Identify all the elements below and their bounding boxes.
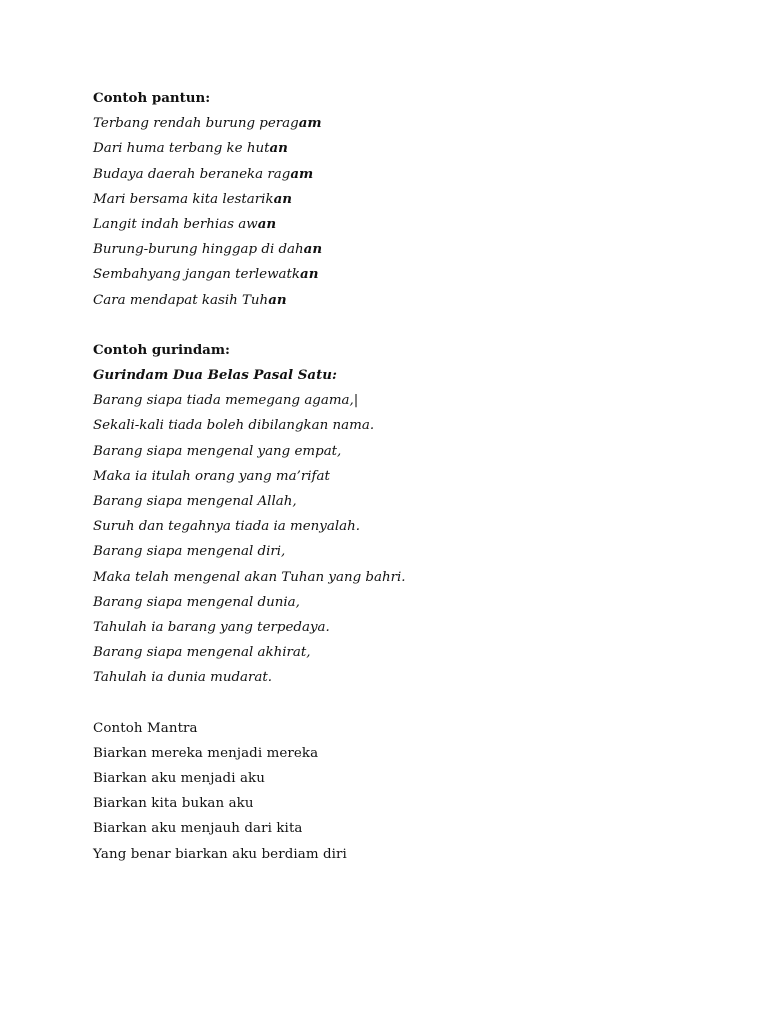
gurindam-line: Maka telah mengenal akan Tuhan yang bahri. (93, 569, 406, 585)
pantun-heading: Contoh pantun: (93, 90, 211, 106)
gurindam-section (93, 338, 713, 691)
mantra-heading: Contoh Mantra (93, 720, 198, 736)
pantun-line: Terbang rendah burung peragam (93, 115, 322, 132)
spacer (93, 691, 713, 716)
mantra-line: Biarkan aku menjadi aku (93, 771, 265, 787)
gurindam-line: Tahulah ia dunia mudarat. (93, 670, 273, 686)
gurindam-subheading: Gurindam Dua Belas Pasal Satu: (93, 367, 337, 384)
pantun-section (93, 86, 713, 313)
gurindam-line: Barang siapa mengenal akhirat, (93, 645, 311, 661)
pantun-line: Dari huma terbang ke hutan (93, 140, 288, 157)
document-page (93, 86, 713, 867)
pantun-line: Burung-burung hinggap di dahan (93, 241, 323, 258)
gurindam-line: Sekali-kali tiada boleh dibilangkan nama. (93, 418, 375, 434)
gurindam-line: Maka ia itulah orang yang ma’rifat (93, 468, 330, 484)
gurindam-heading: Contoh gurindam: (93, 341, 230, 358)
gurindam-line: Barang siapa tiada memegang agama,| (93, 393, 359, 409)
gurindam-line: Barang siapa mengenal yang empat, (93, 443, 342, 459)
pantun-line: Cara mendapat kasih Tuhan (93, 291, 287, 308)
pantun-line: Sembahyang jangan terlewatkan (93, 266, 319, 283)
mantra-line: Biarkan kita bukan aku (93, 796, 254, 812)
mantra-line: Yang benar biarkan aku berdiam diri (93, 846, 347, 862)
mantra-section (93, 716, 713, 867)
gurindam-line: Barang siapa mengenal Allah, (93, 494, 297, 509)
gurindam-line: Barang siapa mengenal diri, (93, 544, 286, 560)
gurindam-line: Barang siapa mengenal dunia, (93, 594, 300, 610)
pantun-line: Mari bersama kita lestarikan (93, 190, 293, 207)
mantra-line: Biarkan mereka menjadi mereka (93, 745, 319, 761)
spacer (93, 313, 713, 338)
gurindam-line: Tahulah ia barang yang terpedaya. (93, 619, 330, 635)
mantra-line: Biarkan aku menjauh dari kita (93, 821, 303, 837)
pantun-line: Langit indah berhias awan (93, 215, 277, 232)
pantun-line: Budaya daerah beraneka ragam (93, 165, 314, 182)
gurindam-line: Suruh dan tegahnya tiada ia menyalah. (93, 519, 360, 535)
